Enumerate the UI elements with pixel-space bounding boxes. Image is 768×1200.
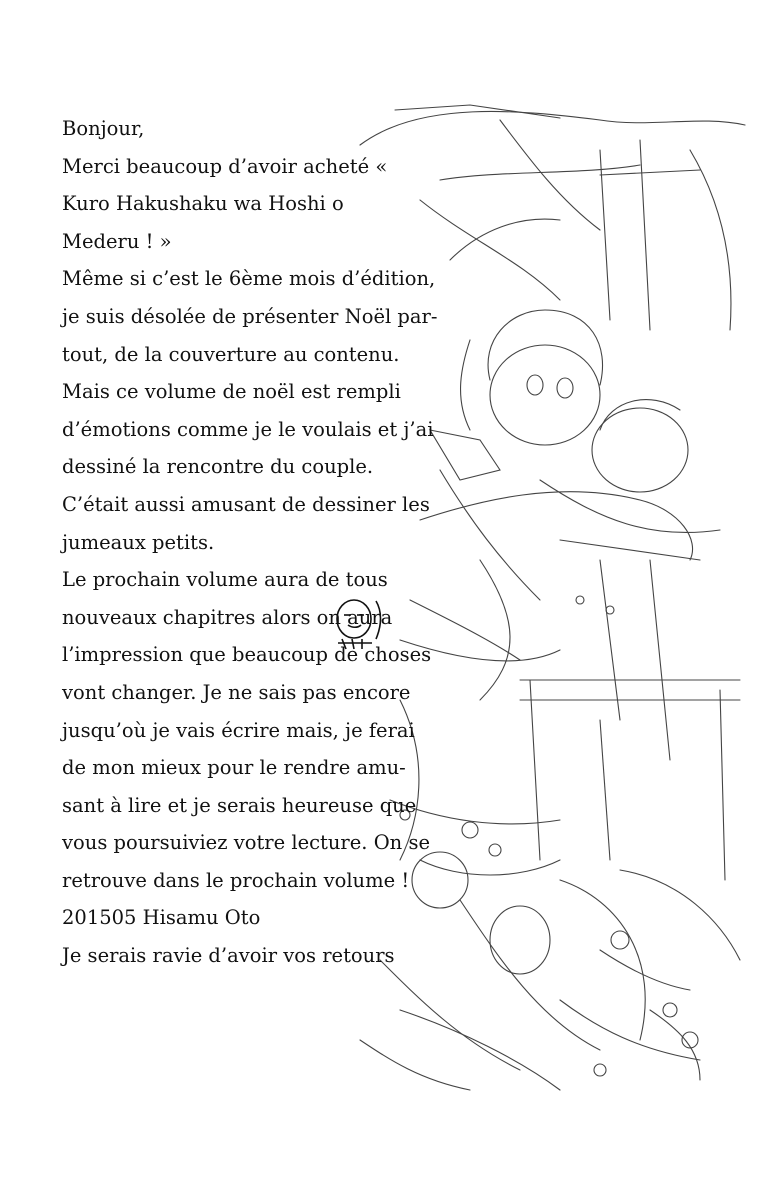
paragraph-2-line: vous poursuiviez votre lecture. On se [62,831,430,855]
closing: Je serais ravie d’avoir vos retours [62,944,395,968]
paragraph-2-line: je suis désolée de présenter Noël par- [62,304,438,328]
greeting: Bonjour, [62,117,145,140]
paragraph-2-line: dessiné la rencontre du couple. [62,455,374,479]
paragraph-1-line: Kuro Hakushaku wa Hoshi o [62,192,344,216]
paragraph-2-line: vont changer. Je ne sais pas encore [62,680,411,704]
paragraph-2-line: l’impression que beaucoup de choses [62,643,432,667]
paragraph-2-line: de mon mieux pour le rendre amu- [62,756,406,780]
paragraph-1-line: Mederu ! » [62,229,172,253]
paragraph-2-line: retrouve dans le prochain volume ! [62,868,410,892]
paragraph-2-line: sant à lire et je serais heureuse que [62,793,417,817]
paragraph-2-line: d’émotions comme je le voulais et j’ai [62,417,434,441]
paragraph-2-line: tout, de la couverture au contenu. [62,342,400,366]
signature: 201505 Hisamu Oto [62,906,261,930]
paragraph-2-line: jumeaux petits. [62,530,215,554]
paragraph-2-line: Mais ce volume de noël est rempli [62,380,401,404]
paragraph-2-line: nouveaux chapitres alors on aura [62,605,393,629]
chibi-face-doodle-icon [332,595,392,653]
paragraph-2-line: jusqu’où je vais écrire mais, je ferai [62,718,415,742]
paragraph-2-line: Même si c’est le 6ème mois d’édition, [62,267,436,291]
paragraph-2-line: Le prochain volume aura de tous [62,568,388,592]
letter [62,110,438,975]
paragraph-2-line: C’était aussi amusant de dessiner les [62,492,430,516]
paragraph-1-line: Merci beaucoup d’avoir acheté « [62,154,388,178]
